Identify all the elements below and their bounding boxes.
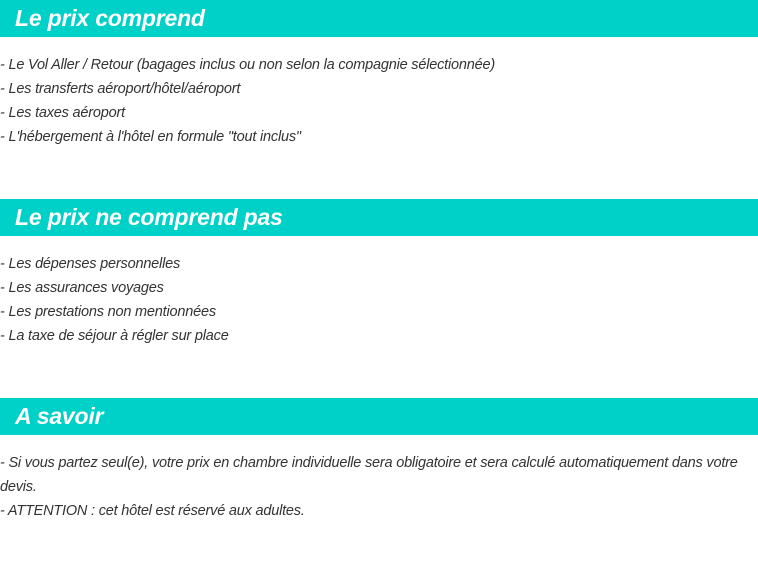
section-header-good-to-know [0,398,758,435]
list-item: - Si vous partez seul(e), votre prix en chambre individuelle sera obligatoire et sera calculé automatiquement dans votre devis. [0,455,738,495]
list-item: - La taxe de séjour à régler sur place [0,328,229,344]
price-excludes-list [0,252,756,348]
list-item: - L'hébergement à l'hôtel en formule "tout inclus" [0,129,301,145]
list-item: - Le Vol Aller / Retour (bagages inclus ou non selon la compagnie sélectionnée) [0,57,495,73]
good-to-know-list [0,451,756,523]
list-item: - Les transferts aéroport/hôtel/aéroport [0,81,241,97]
section-title: Le prix ne comprend pas [15,204,283,230]
section-header-price-includes [0,0,758,37]
section-title: Le prix comprend [15,5,205,31]
price-includes-list [0,53,756,149]
list-item: - Les dépenses personnelles [0,256,180,272]
list-item: - Les prestations non mentionnées [0,304,216,320]
section-header-price-excludes [0,199,758,236]
list-item: - Les assurances voyages [0,280,164,296]
section-title: A savoir [15,403,104,429]
list-item: - ATTENTION : cet hôtel est réservé aux adultes. [0,503,305,519]
list-item: - Les taxes aéroport [0,105,125,121]
